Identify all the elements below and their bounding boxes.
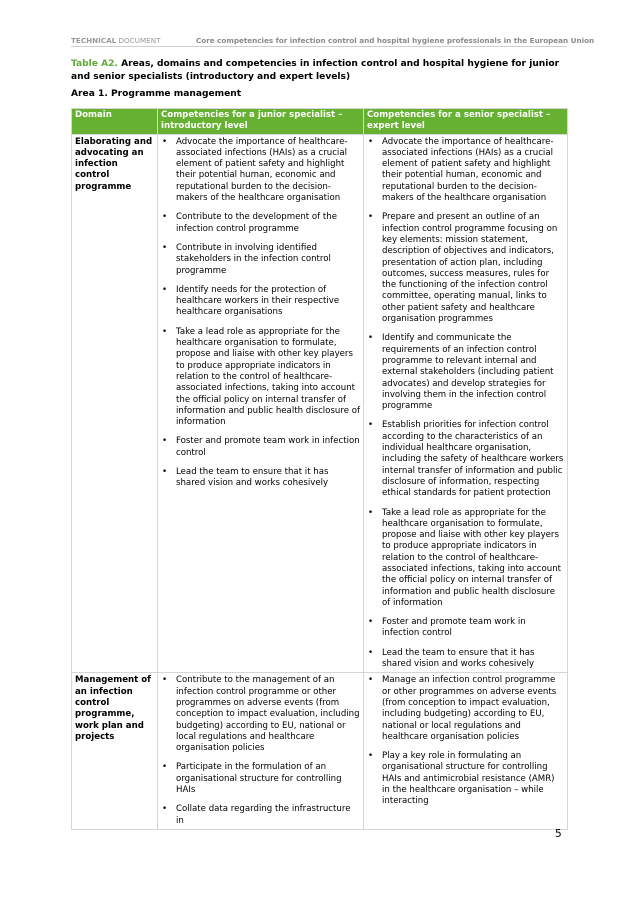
senior-list [367, 675, 564, 807]
header-domain: Domain [72, 109, 158, 135]
list-item: • Take a lead role as appropriate for the healthcare organisation to formulate, propose and liaise with other key players to produce appropriate indicators in relation to the control of healthcare-associated infections, taking into account the official policy on internal transfer of information and public health disclosure of information [367, 508, 564, 610]
page-number: 5 [555, 828, 562, 840]
header-junior: Competencies for a junior specialist – introductory level [158, 109, 364, 135]
list-item: • Lead the team to ensure that it has shared vision and works cohesively [161, 467, 360, 490]
table-caption [71, 58, 567, 83]
list-item: • Lead the team to ensure that it has shared vision and works cohesively [367, 648, 564, 671]
junior-cell [158, 673, 364, 830]
senior-cell [364, 134, 568, 673]
table-row [72, 673, 568, 830]
list-item: • Play a key role in formulating an organisational structure for controlling HAIs and antimicrobial resistance (AMR) in the healthcare organisation – while interacting [367, 751, 564, 807]
header-divider [71, 46, 567, 47]
header-document: DOCUMENT [116, 36, 161, 45]
list-item: • Identify needs for the protection of healthcare workers in their respective healthcare organisations [161, 285, 360, 319]
list-item: • Foster and promote team work in infection control [161, 436, 360, 459]
table-caption-label: Table A2. [71, 59, 118, 69]
list-item: • Advocate the importance of healthcare-associated infections (HAIs) as a crucial element of patient safety and highlight their potential human, economic and reputational burden to the decision-makers of the healthcare organisation [161, 137, 360, 205]
domain-cell: Elaborating and advocating an infection control programme [72, 134, 158, 673]
list-item: • Contribute in involving identified stakeholders in the infection control programme [161, 243, 360, 277]
list-item: • Establish priorities for infection control according to the characteristics of an individual healthcare organisation, including the safety of healthcare workers internal transfer of information and public disclosure of information, respecting ethical standards for patient protection [367, 420, 564, 499]
list-item: • Identify and communicate the requirements of an infection control programme to relevant internal and external stakeholders (including patient advocates) and develop strategies for involving them in the infection control programme [367, 333, 564, 412]
list-item: • Manage an infection control programme or other programmes on adverse events (from conception to impact evaluation, including budgeting) according to EU, national or local regulations and healthcare organisation policies [367, 675, 564, 743]
table-caption-text: Areas, domains and competencies in infection control and hospital hygiene for junior and senior specialists (introductory and expert levels) [71, 59, 560, 82]
area-title: Area 1. Programme management [71, 89, 242, 99]
list-item: • Contribute to the management of an infection control programme or other programmes on adverse events (from conception to impact evaluation, including budgeting) according to EU, national or local regulations and healthcare organisation policies [161, 675, 360, 754]
running-header [71, 36, 595, 45]
junior-list [161, 137, 360, 490]
list-item: • Collate data regarding the infrastructure in [161, 804, 360, 827]
senior-list [367, 137, 564, 671]
header-senior: Competencies for a senior specialist – expert level [364, 109, 568, 135]
header-technical: TECHNICAL [71, 36, 117, 45]
list-item: • Participate in the formulation of an organisational structure for controlling HAIs [161, 762, 360, 796]
list-item: • Prepare and present an outline of an infection control programme focusing on key elements: mission statement, description of objectives and indicators, presentation of action plan, including outcomes, success measures, rules for the functioning of the infection control committee, operating manual, links to other patient safety and healthcare organisation programmes [367, 212, 564, 325]
table-row [72, 134, 568, 673]
junior-cell [158, 134, 364, 673]
header-title: Core competencies for infection control and hospital hygiene professionals in the European Union [196, 36, 595, 45]
list-item: • Contribute to the development of the infection control programme [161, 212, 360, 235]
list-item: • Advocate the importance of healthcare-associated infections (HAIs) as a crucial element of patient safety and highlight their potential human, economic and reputational burden to the decision-makers of the healthcare organisation [367, 137, 564, 205]
table-header-row [72, 109, 568, 135]
list-item: • Take a lead role as appropriate for the healthcare organisation to formulate, propose and liaise with other key players to produce appropriate indicators in relation to the control of healthcare-associated infections, taking into account the official policy on internal transfer of information and public health disclosure of information [161, 327, 360, 429]
competencies-table [71, 108, 568, 830]
junior-list [161, 675, 360, 827]
domain-cell: Management of an infection control programme, work plan and projects [72, 673, 158, 830]
list-item: • Foster and promote team work in infection control [367, 617, 564, 640]
senior-cell [364, 673, 568, 830]
